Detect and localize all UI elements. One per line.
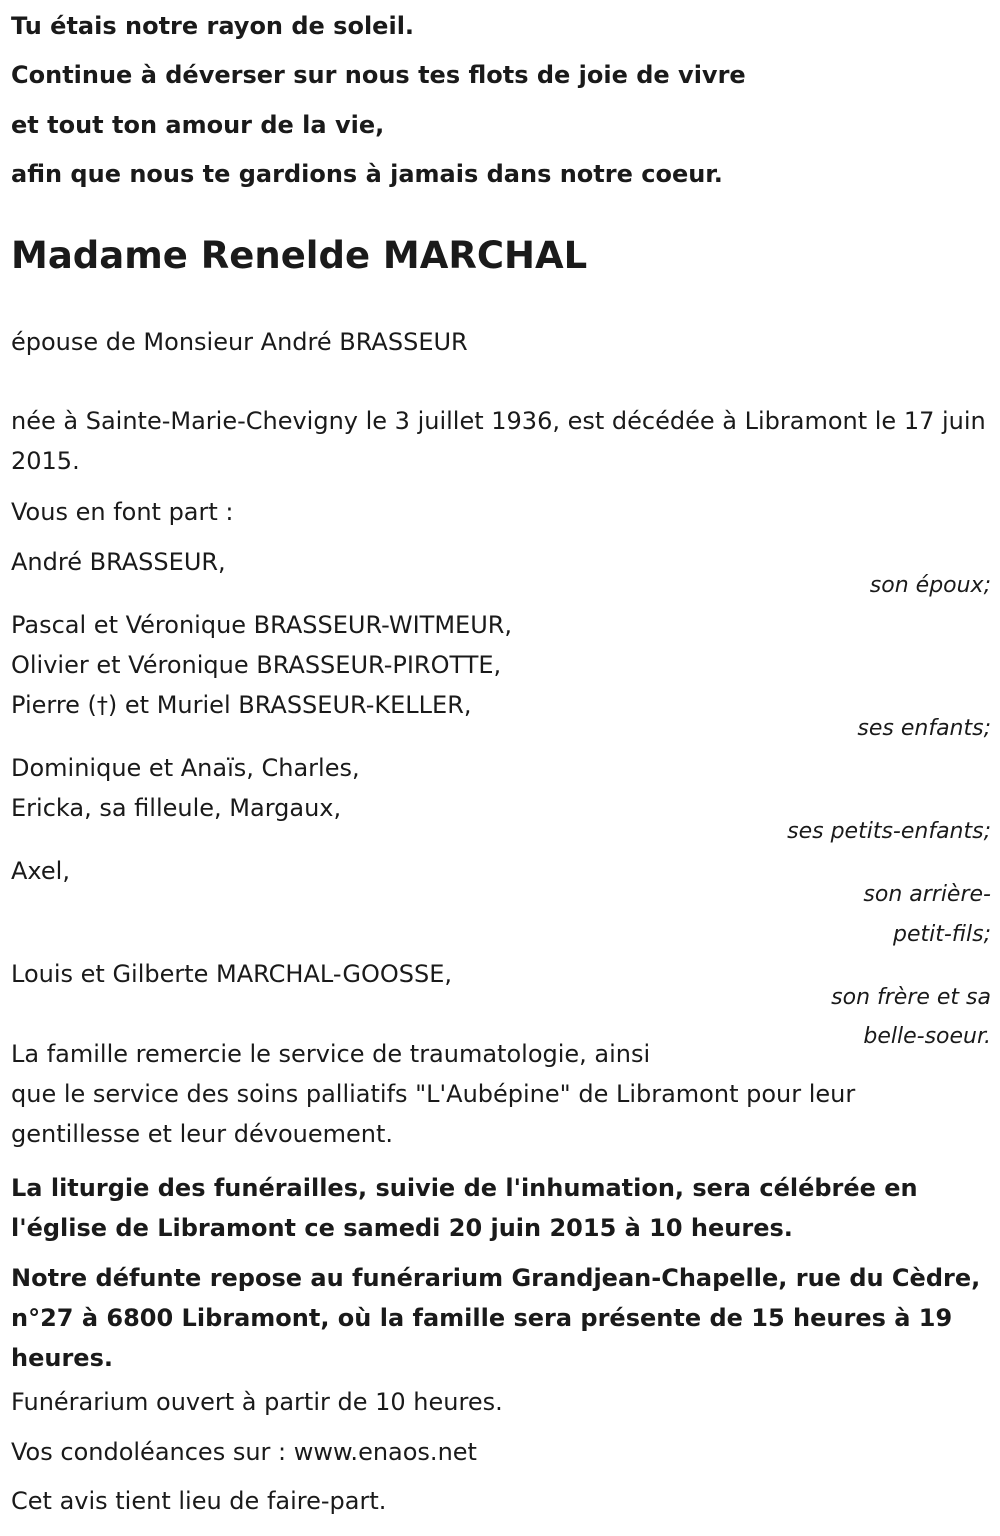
birth-death-text: née à Sainte-Marie-Chevigny le 3 juillet 1936, est décédée à Libramont le 17 juin 2015. bbox=[11, 407, 986, 475]
family-member: Axel, bbox=[11, 857, 70, 885]
poem-line: et tout ton amour de la vie, bbox=[11, 111, 385, 139]
spouse-line: épouse de Monsieur André BRASSEUR bbox=[11, 328, 468, 356]
relation-label: ses enfants; bbox=[857, 716, 991, 741]
notice-text: Cet avis tient lieu de faire-part. bbox=[11, 1487, 387, 1515]
family-member-text: Pierre ( bbox=[11, 691, 97, 719]
family-member: Pascal et Véronique BRASSEUR-WITMEUR, bbox=[11, 611, 513, 639]
family-member: Dominique et Anaïs, Charles, bbox=[11, 754, 360, 782]
poem-line: afin que nous te gardions à jamais dans notre coeur. bbox=[11, 160, 723, 188]
family-member: Ericka, sa filleule, Margaux, bbox=[11, 794, 342, 822]
poem-line: Tu étais notre rayon de soleil. bbox=[11, 12, 415, 40]
relation-label: son arrière- bbox=[863, 882, 991, 907]
family-member: Louis et Gilberte MARCHAL-GOOSSE, bbox=[11, 960, 453, 988]
deceased-name: Madame Renelde MARCHAL bbox=[11, 234, 588, 277]
thanks-text: La famille remercie le service de traumatologie, ainsi bbox=[11, 1040, 651, 1068]
relation-label: son époux; bbox=[869, 573, 991, 598]
relation-label: petit-fils; bbox=[892, 922, 991, 947]
announce-text: Vous en font part : bbox=[11, 498, 234, 526]
family-member-text: ) et Muriel BRASSEUR-KELLER, bbox=[107, 691, 472, 719]
funeral-text: La liturgie des funérailles, suivie de l'inhumation, sera célébrée en l'église de Libramont ce samedi 20 juin 2015 à 10 heures. bbox=[11, 1174, 918, 1242]
thanks-text: gentillesse et leur dévouement. bbox=[11, 1120, 393, 1148]
relation-label: ses petits-enfants; bbox=[787, 819, 991, 844]
poem-line: Continue à déverser sur nous tes flots de joie de vivre bbox=[11, 61, 746, 89]
condolences-text: Vos condoléances sur : www.enaos.net bbox=[11, 1438, 477, 1466]
relation-label: belle-soeur. bbox=[863, 1024, 991, 1049]
hours-text: Funérarium ouvert à partir de 10 heures. bbox=[11, 1388, 503, 1416]
family-member bbox=[11, 690, 472, 722]
thanks-text: que le service des soins palliatifs "L'Aubépine" de Libramont pour leur bbox=[11, 1080, 856, 1108]
repose-text: Notre défunte repose au funérarium Grandjean-Chapelle, rue du Cèdre, n°27 à 6800 Libramont, où la famille sera présente de 15 heures à 19 heures. bbox=[11, 1264, 981, 1372]
cross-icon: † bbox=[96, 694, 108, 719]
family-member: André BRASSEUR, bbox=[11, 548, 226, 576]
relation-label: son frère et sa bbox=[831, 985, 991, 1010]
family-member: Olivier et Véronique BRASSEUR-PIROTTE, bbox=[11, 651, 502, 679]
